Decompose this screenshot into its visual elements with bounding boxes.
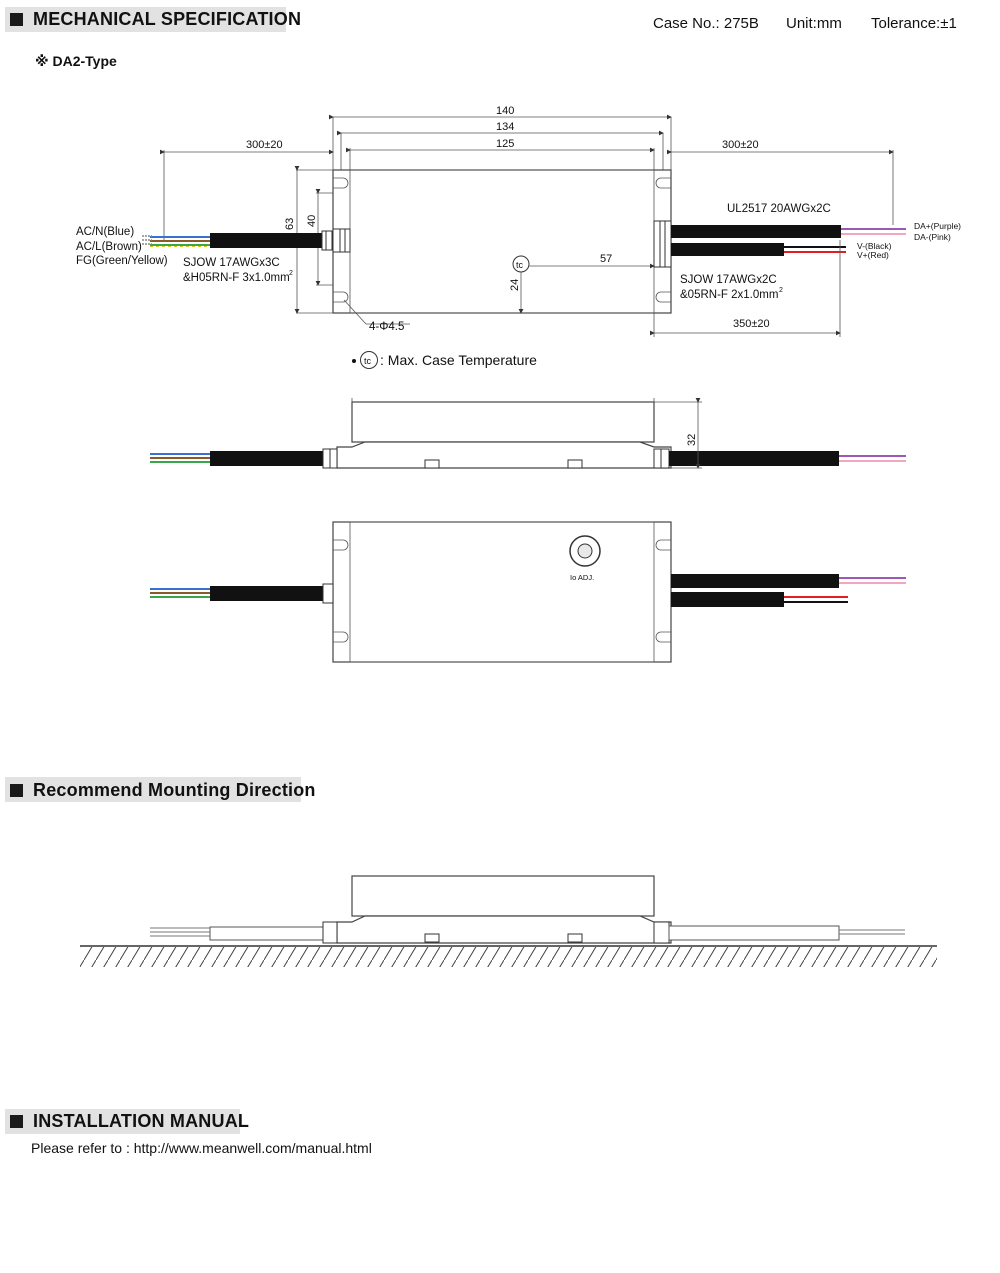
dim-cable-spec: UL2517 20AWGx2C: [727, 203, 831, 215]
hole-callout: 4-Φ4.5: [369, 321, 405, 333]
dim-63: 63: [284, 217, 296, 230]
dim-57: 57: [600, 253, 613, 265]
section-title-mechanical: MECHANICAL SPECIFICATION: [33, 9, 302, 29]
label-da-plus: DA+(Purple): [914, 221, 962, 231]
label-v-minus: V-(Black): [857, 241, 892, 251]
top-view: [76, 105, 961, 337]
dim-24: 24: [509, 278, 521, 291]
installation-manual-link[interactable]: Please refer to : http://www.meanwell.com/manual.html: [31, 1140, 372, 1156]
side-view: [150, 398, 906, 468]
tolerance-label: Tolerance:±1: [871, 15, 957, 32]
label-v-plus: V+(Red): [857, 250, 889, 260]
type-label: ※ DA2-Type: [35, 53, 117, 69]
tc-note-symbol: tc: [364, 356, 372, 366]
bottom-view: [150, 522, 906, 662]
input-cable-sup: 2: [289, 270, 293, 277]
section-title-installation: INSTALLATION MANUAL: [33, 1111, 250, 1131]
mounting-view: [80, 876, 937, 967]
dim-right-cable: 300±20: [722, 139, 759, 151]
dim-134: 134: [496, 121, 515, 133]
dim-40: 40: [306, 214, 318, 227]
section-square-icon: [10, 784, 23, 797]
unit-label: Unit:mm: [786, 15, 842, 32]
output-cable-spec-1: SJOW 17AWGx2C: [680, 274, 777, 286]
dim-left-cable: 300±20: [246, 139, 283, 151]
input-cable-spec-2: &H05RN-F 3x1.0mm: [183, 272, 290, 284]
section-title-mounting: Recommend Mounting Direction: [33, 780, 316, 800]
section-square-icon: [10, 1115, 23, 1128]
output-cable-spec-2: &05RN-F 2x1.0mm: [680, 289, 779, 301]
ground-hatch: [80, 947, 937, 967]
label-ac-n: AC/N(Blue): [76, 226, 135, 238]
tc-note-text: : Max. Case Temperature: [380, 352, 537, 368]
input-cable-spec-1: SJOW 17AWGx3C: [183, 257, 280, 269]
dim-out-cable: 350±20: [733, 318, 770, 330]
tc-symbol: tc: [516, 260, 524, 270]
dim-140: 140: [496, 105, 515, 117]
dim-125: 125: [496, 138, 515, 150]
tc-note: [352, 352, 537, 369]
label-da-minus: DA-(Pink): [914, 232, 951, 242]
case-number: Case No.: 275B: [653, 15, 759, 32]
io-adj-label: Io ADJ.: [570, 573, 595, 582]
label-fg: FG(Green/Yellow): [76, 255, 168, 267]
output-cable-sup: 2: [779, 287, 783, 294]
label-ac-l: AC/L(Brown): [76, 241, 142, 253]
dim-32: 32: [686, 433, 698, 446]
